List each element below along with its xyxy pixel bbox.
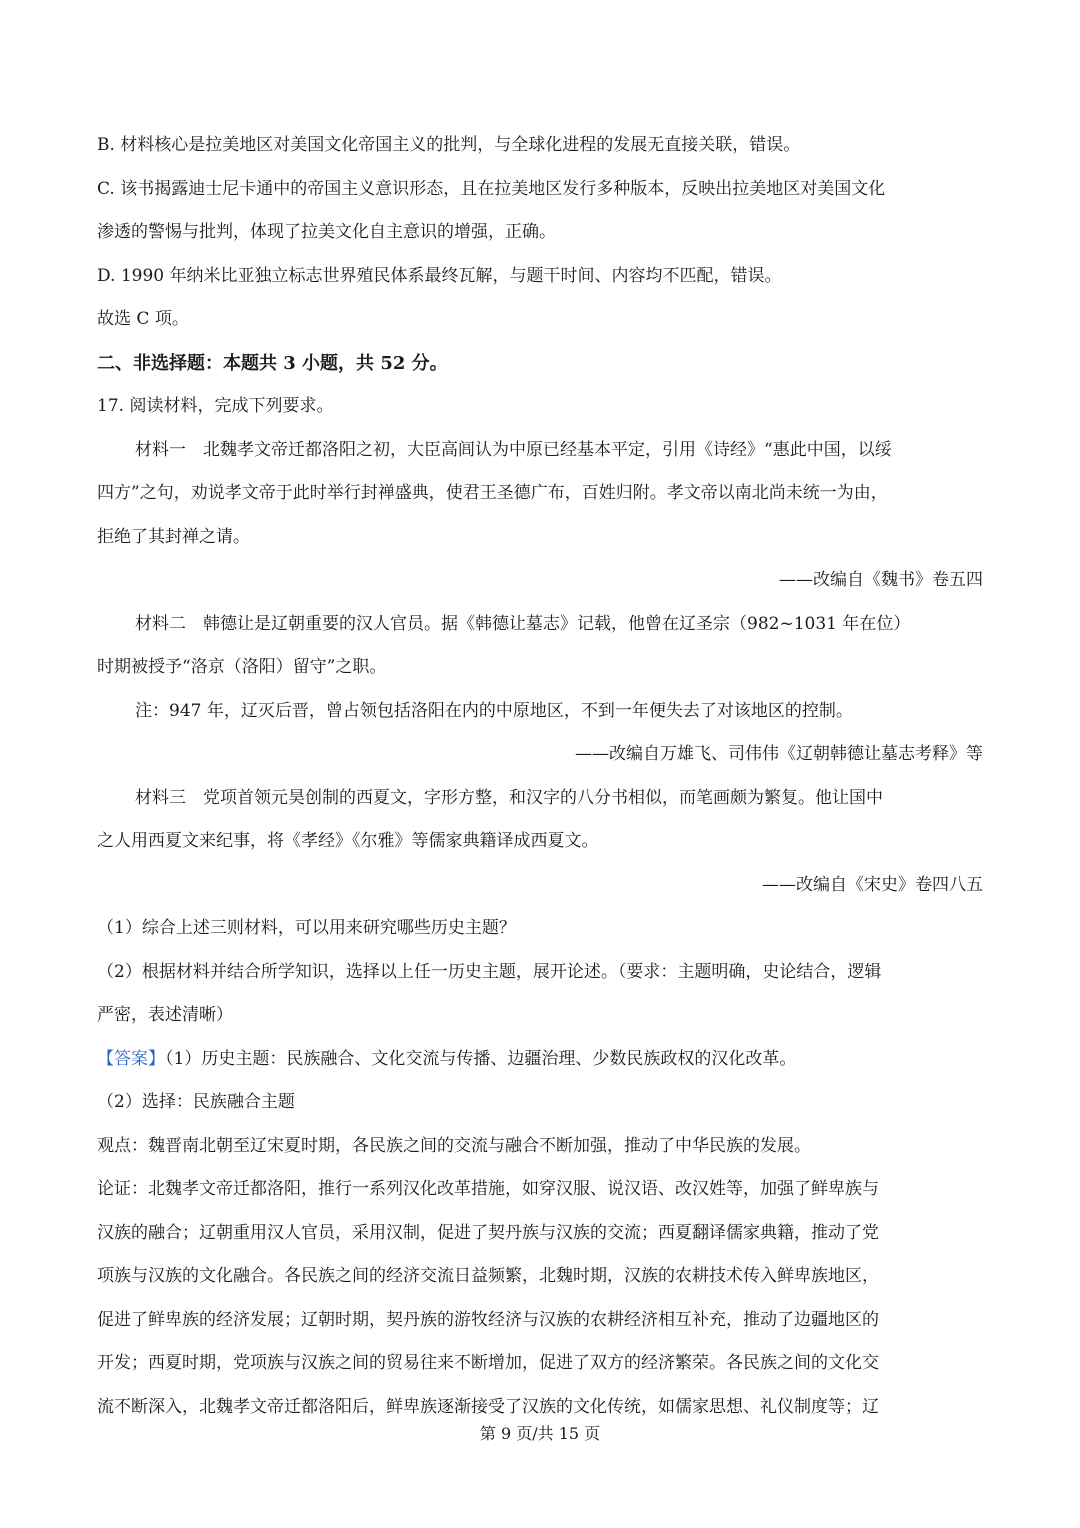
answer-part-1: （1）历史主题：民族融合、文化交流与传播、边疆治理、少数民族政权的汉化改革。 <box>165 1048 797 1069</box>
sub-question-2: （2）根据材料并结合所学知识，选择以上任一历史主题，展开论述。（要求：主题明确，史论结合，逻辑 <box>97 961 882 982</box>
page-footer: 第 9 页/共 15 页 <box>479 1424 601 1443</box>
document-page <box>97 124 983 1429</box>
material-3-source: ——改编自《宋史》卷四八五 <box>762 874 983 895</box>
sub-question-2-cont: 严密，表述清晰） <box>97 1005 233 1025</box>
answer-line <box>97 1038 983 1082</box>
answer-argument-cont: 汉族的融合；辽朝重用汉人官员，采用汉制，促进了契丹族与汉族的交流；西夏翻译儒家典籍，推动了党 <box>97 1222 879 1243</box>
answer-argument-cont: 开发；西夏时期，党项族与汉族之间的贸易往来不断增加，促进了双方的经济繁荣。各民族之间的文化交 <box>97 1353 879 1373</box>
answer-tag: 【答案】 <box>97 1048 165 1069</box>
answer-viewpoint: 观点：魏晋南北朝至辽宋夏时期，各民族之间的交流与融合不断加强，推动了中华民族的发展。 <box>97 1135 811 1156</box>
material-2-note: 注：947 年，辽灭后晋，曾占领包括洛阳在内的中原地区，不到一年便失去了对该地区的控制。 <box>135 700 853 721</box>
option-c-analysis: C. 该书揭露迪士尼卡通中的帝国主义意识形态，且在拉美地区发行多种版本，反映出拉美地区对美国文化 <box>97 178 886 199</box>
section-heading: 二、非选择题：本题共 3 小题，共 52 分。 <box>97 352 448 374</box>
material-1-cont: 拒绝了其封禅之请。 <box>97 526 250 547</box>
material-3-cont: 之人用西夏文来纪事，将《孝经》《尔雅》等儒家典籍译成西夏文。 <box>97 831 599 851</box>
material-1-source: ——改编自《魏书》卷五四 <box>779 570 983 590</box>
answer-argument: 论证：北魏孝文帝迁都洛阳，推行一系列汉化改革措施，如穿汉服、说汉语、改汉姓等，加强了鲜卑族与 <box>97 1179 879 1199</box>
material-2-source: ——改编自万雄飞、司伟伟《辽朝韩德让墓志考释》等 <box>575 744 983 764</box>
question-17-stem: 17. 阅读材料，完成下列要求。 <box>97 396 334 416</box>
option-d-analysis: D. 1990 年纳米比亚独立标志世界殖民体系最终瓦解，与题干时间、内容均不匹配，错误。 <box>97 265 782 286</box>
option-c-analysis-cont: 渗透的警惕与批判，体现了拉美文化自主意识的增强，正确。 <box>97 222 556 242</box>
material-2-cont: 时期被授予“洛京（洛阳）留守”之职。 <box>97 657 387 677</box>
option-b-analysis: B. 材料核心是拉美地区对美国文化帝国主义的批判，与全球化进程的发展无直接关联，错误。 <box>97 135 801 155</box>
material-1-cont: 四方”之句，劝说孝文帝于此时举行封禅盛典，使君王圣德广布，百姓归附。孝文帝以南北尚未统一为由， <box>97 483 888 503</box>
answer-argument-cont: 促进了鲜卑族的经济发展；辽朝时期，契丹族的游牧经济与汉族的农耕经济相互补充，推动了边疆地区的 <box>97 1309 879 1330</box>
answer-part-2: （2）选择：民族融合主题 <box>97 1092 295 1112</box>
answer-argument-cont: 流不断深入，北魏孝文帝迁都洛阳后，鲜卑族逐渐接受了汉族的文化传统，如儒家思想、礼仪制度等；辽 <box>97 1396 879 1417</box>
answer-conclusion: 故选 C 项。 <box>97 309 189 329</box>
material-3: 材料三 党项首领元昊创制的西夏文，字形方整，和汉字的八分书相似，而笔画颇为繁复。他让国中 <box>135 787 883 808</box>
material-1: 材料一 北魏孝文帝迁都洛阳之初，大臣高闾认为中原已经基本平定，引用《诗经》“惠此中国，以绥 <box>135 439 892 460</box>
answer-argument-cont: 项族与汉族的文化融合。各民族之间的经济交流日益频繁，北魏时期，汉族的农耕技术传入鲜卑族地区， <box>97 1266 879 1286</box>
material-2: 材料二 韩德让是辽朝重要的汉人官员。据《韩德让墓志》记载，他曾在辽圣宗（982~1031 年在位） <box>135 613 911 634</box>
sub-question-1: （1）综合上述三则材料，可以用来研究哪些历史主题？ <box>97 918 516 938</box>
